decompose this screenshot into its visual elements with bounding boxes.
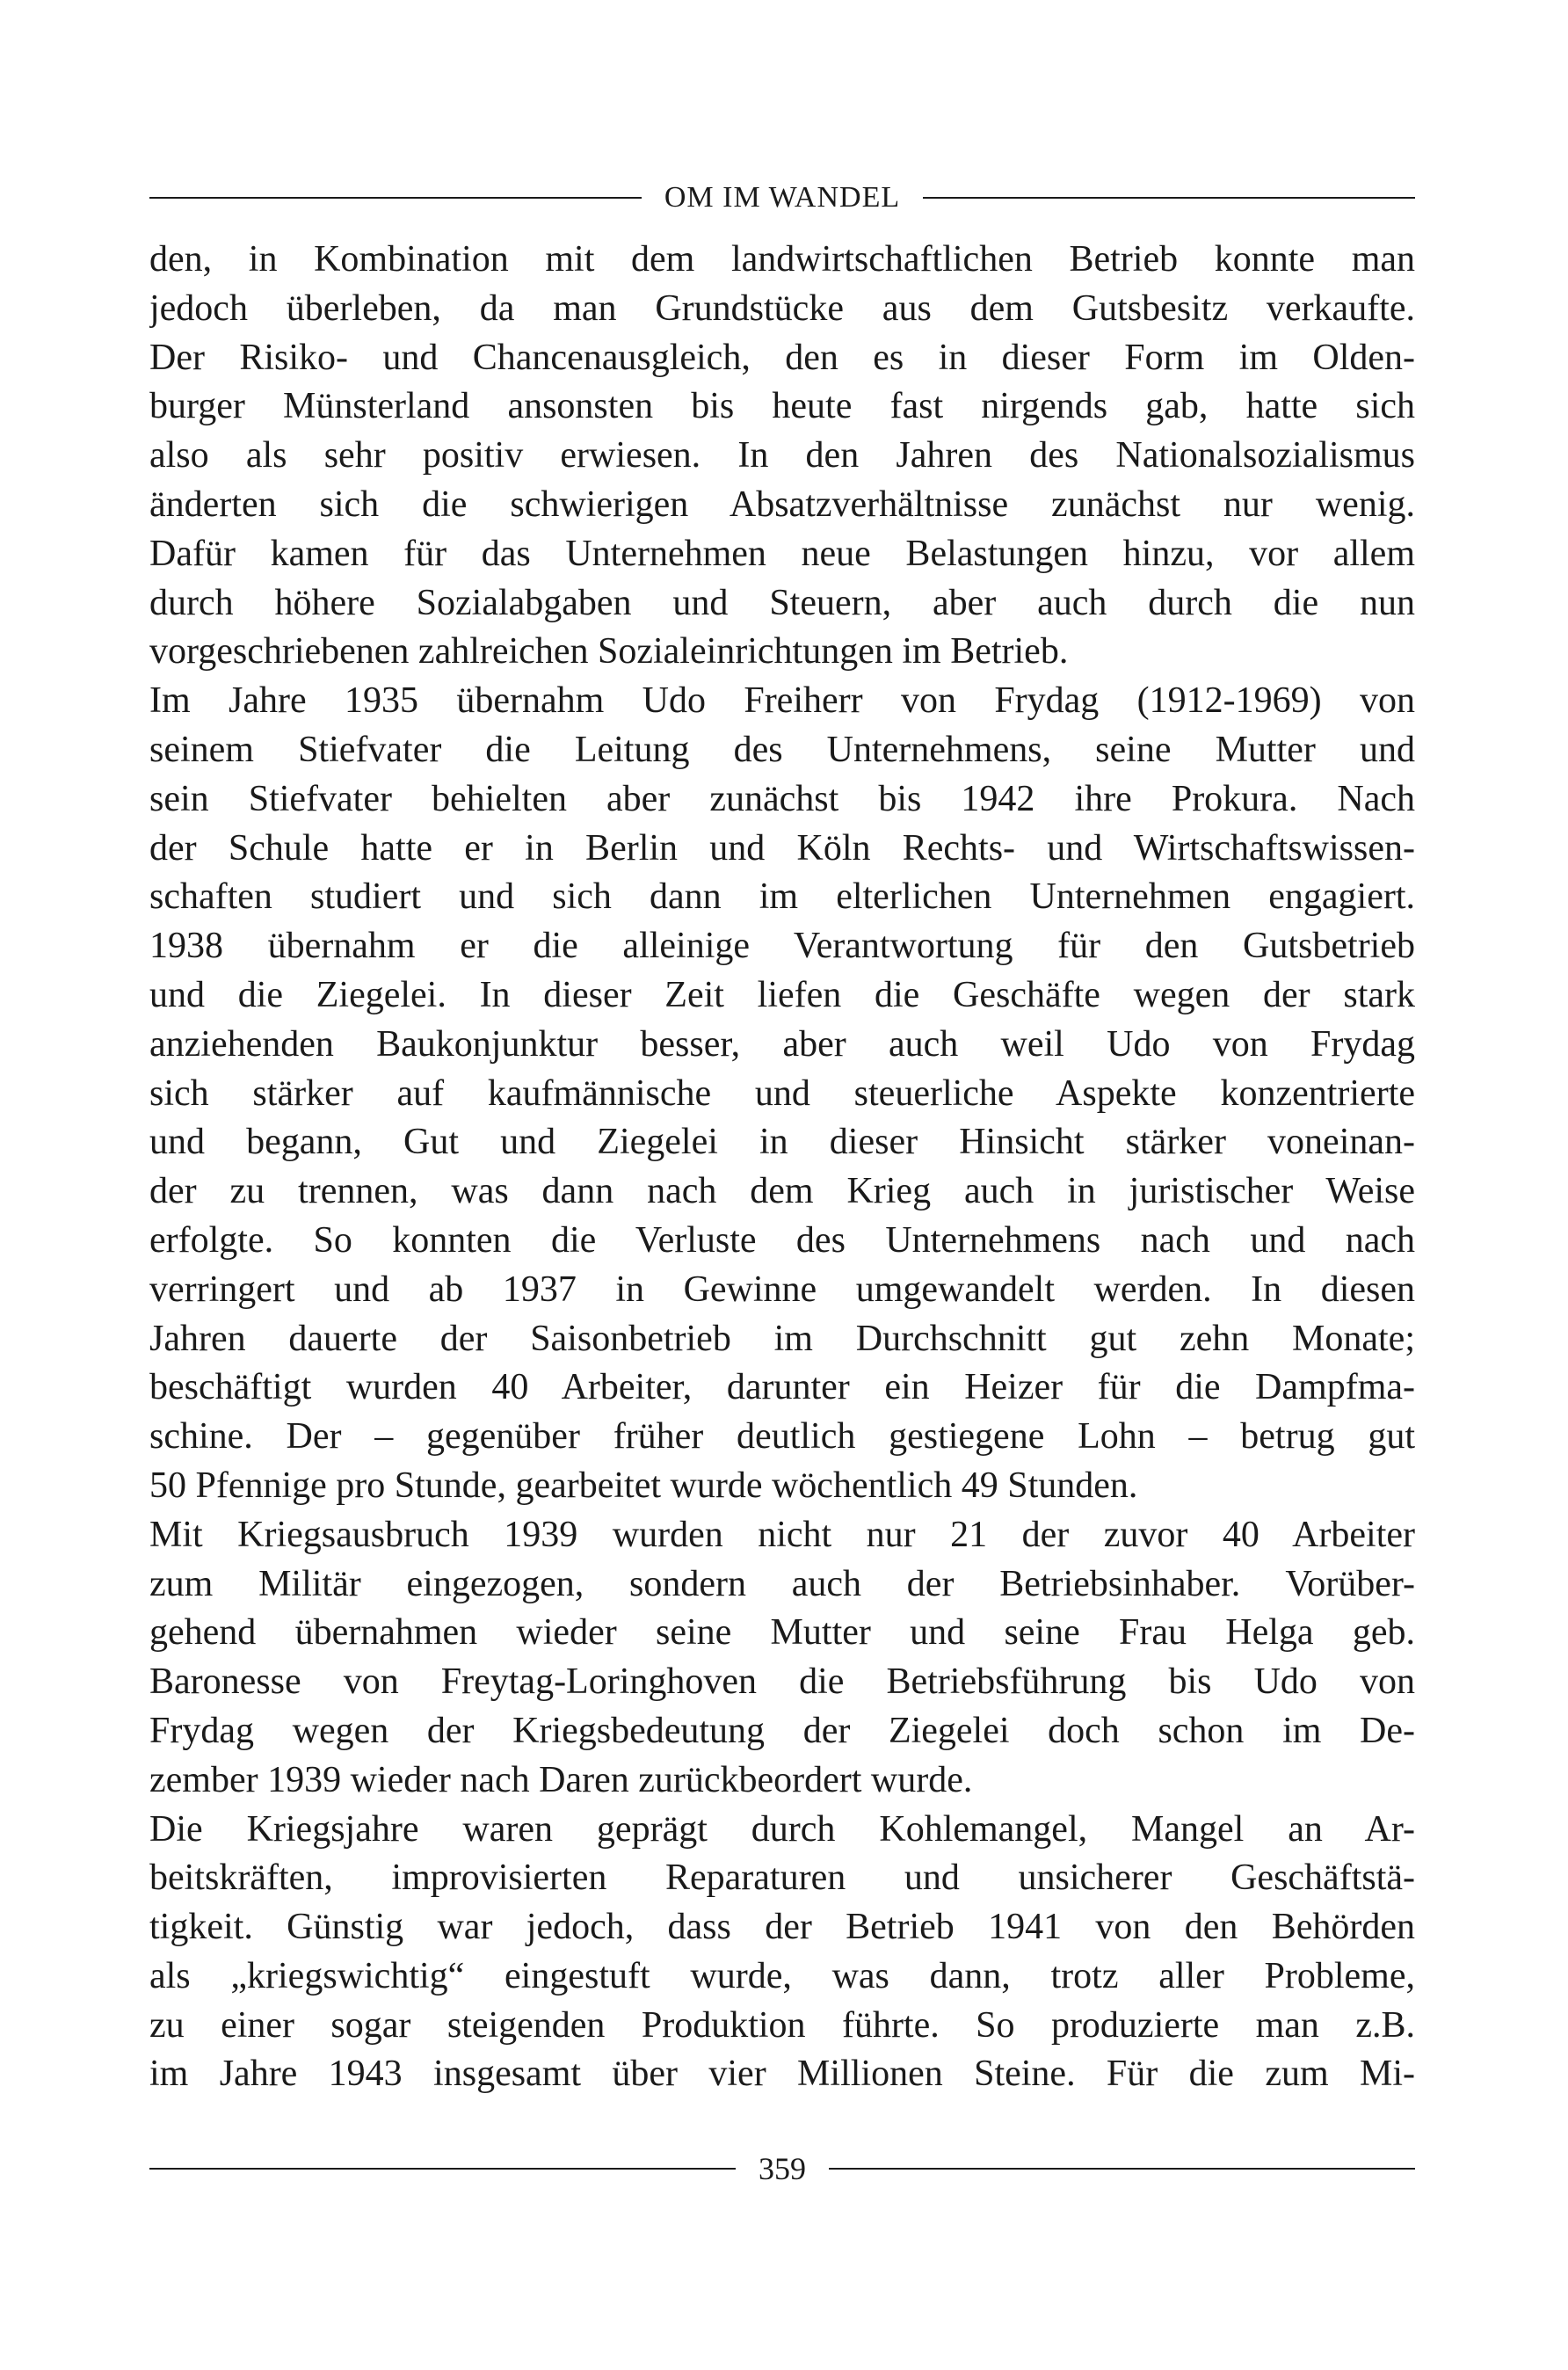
text-line: vorgeschriebenen zahlreichen Sozialeinrichtungen im Betrieb. [149, 631, 1069, 672]
text-line: zum Militär eingezogen, sondern auch der Betriebsinhaber. Vorüber- [149, 1563, 1415, 1604]
text-line: erfolgte. So konnten die Verluste des Unternehmens nach und nach [149, 1219, 1415, 1261]
text-line: Dafür kamen für das Unternehmen neue Belastungen hinzu, vor allem [149, 533, 1415, 574]
text-line: und begann, Gut und Ziegelei in dieser Hinsicht stärker voneinan- [149, 1122, 1415, 1163]
text-line: der Schule hatte er in Berlin und Köln Rechts- und Wirtschaftswissen- [149, 827, 1415, 869]
text-line: Im Jahre 1935 übernahm Udo Freiherr von Frydag (1912-1969) von [149, 680, 1415, 722]
text-line: gehend übernahmen wieder seine Mutter und seine Frau Helga geb. [149, 1612, 1415, 1654]
footer-rule-left [149, 2168, 736, 2170]
text-line: also als sehr positiv erwiesen. In den Jahren des Nationalsozialismus [149, 435, 1415, 476]
footer-rule-right [829, 2168, 1415, 2170]
text-line: im Jahre 1943 insgesamt über vier Millionen Steine. Für die zum Mi- [149, 2054, 1415, 2095]
running-head-title: OM IM WANDEL [664, 181, 901, 214]
text-line: als „kriegswichtig“ eingestuft wurde, was dann, trotz aller Probleme, [149, 1955, 1415, 1996]
text-line: Die Kriegsjahre waren geprägt durch Kohlemangel, Mangel an Ar- [149, 1808, 1415, 1850]
paragraph [149, 1511, 1415, 1806]
text-line: zu einer sogar steigenden Produktion führte. So produzierte man z.B. [149, 2004, 1415, 2046]
text-line: sein Stiefvater behielten aber zunächst bis 1942 ihre Prokura. Nach [149, 778, 1415, 819]
text-line: schaften studiert und sich dann im elterlichen Unternehmen engagiert. [149, 876, 1415, 918]
text-line: tigkeit. Günstig war jedoch, dass der Betrieb 1941 von den Behörden [149, 1907, 1415, 1948]
text-line: 50 Pfennige pro Stunde, gearbeitet wurde wöchentlich 49 Stunden. [149, 1465, 1138, 1506]
text-line: seinem Stiefvater die Leitung des Unternehmens, seine Mutter und [149, 729, 1415, 770]
text-line: jedoch überleben, da man Grundstücke aus dem Gutsbesitz verkaufte. [149, 287, 1415, 329]
text-line: der zu trennen, was dann nach dem Krieg auch in juristischer Weise [149, 1171, 1415, 1212]
body-text [149, 236, 1415, 2099]
text-line: Mit Kriegsausbruch 1939 wurden nicht nur 21 der zuvor 40 Arbeiter [149, 1514, 1415, 1555]
header-rule-left [149, 197, 642, 199]
text-line: sich stärker auf kaufmännische und steuerliche Aspekte konzentrierte [149, 1072, 1415, 1114]
text-line: schine. Der – gegenüber früher deutlich gestiegene Lohn – betrug gut [149, 1416, 1415, 1458]
text-line: Der Risiko- und Chancenausgleich, den es in dieser Form im Olden- [149, 337, 1415, 378]
text-line: beschäftigt wurden 40 Arbeiter, darunter ein Heizer für die Dampfma- [149, 1367, 1415, 1408]
page-number: 359 [759, 2151, 806, 2186]
paragraph [149, 1806, 1415, 2100]
header-rule-right [923, 197, 1415, 199]
running-head [149, 180, 1415, 215]
text-line: zember 1939 wieder nach Daren zurückbeordert wurde. [149, 1759, 973, 1800]
text-line: Jahren dauerte der Saisonbetrieb im Durchschnitt gut zehn Monate; [149, 1318, 1415, 1359]
text-line: den, in Kombination mit dem landwirtschaftlichen Betrieb konnte man [149, 239, 1415, 280]
text-line: verringert und ab 1937 in Gewinne umgewandelt werden. In diesen [149, 1269, 1415, 1310]
text-line: beitskräften, improvisierten Reparaturen und unsicherer Geschäftstä- [149, 1857, 1415, 1899]
text-line: 1938 übernahm er die alleinige Verantwortung für den Gutsbetrieb [149, 926, 1415, 967]
text-line: durch höhere Sozialabgaben und Steuern, aber auch durch die nun [149, 582, 1415, 623]
text-line: burger Münsterland ansonsten bis heute fast nirgends gab, hatte sich [149, 386, 1415, 427]
paragraph [149, 677, 1415, 1511]
text-line: änderten sich die schwierigen Absatzverhältnisse zunächst nur wenig. [149, 483, 1415, 525]
text-line: Baronesse von Freytag-Loringhoven die Betriebsführung bis Udo von [149, 1661, 1415, 1703]
text-line: Frydag wegen der Kriegsbedeutung der Ziegelei doch schon im De- [149, 1710, 1415, 1751]
text-line: und die Ziegelei. In dieser Zeit liefen die Geschäfte wegen der stark [149, 974, 1415, 1015]
page-footer [149, 2149, 1415, 2188]
text-line: anziehenden Baukonjunktur besser, aber auch weil Udo von Frydag [149, 1023, 1415, 1065]
paragraph [149, 236, 1415, 677]
